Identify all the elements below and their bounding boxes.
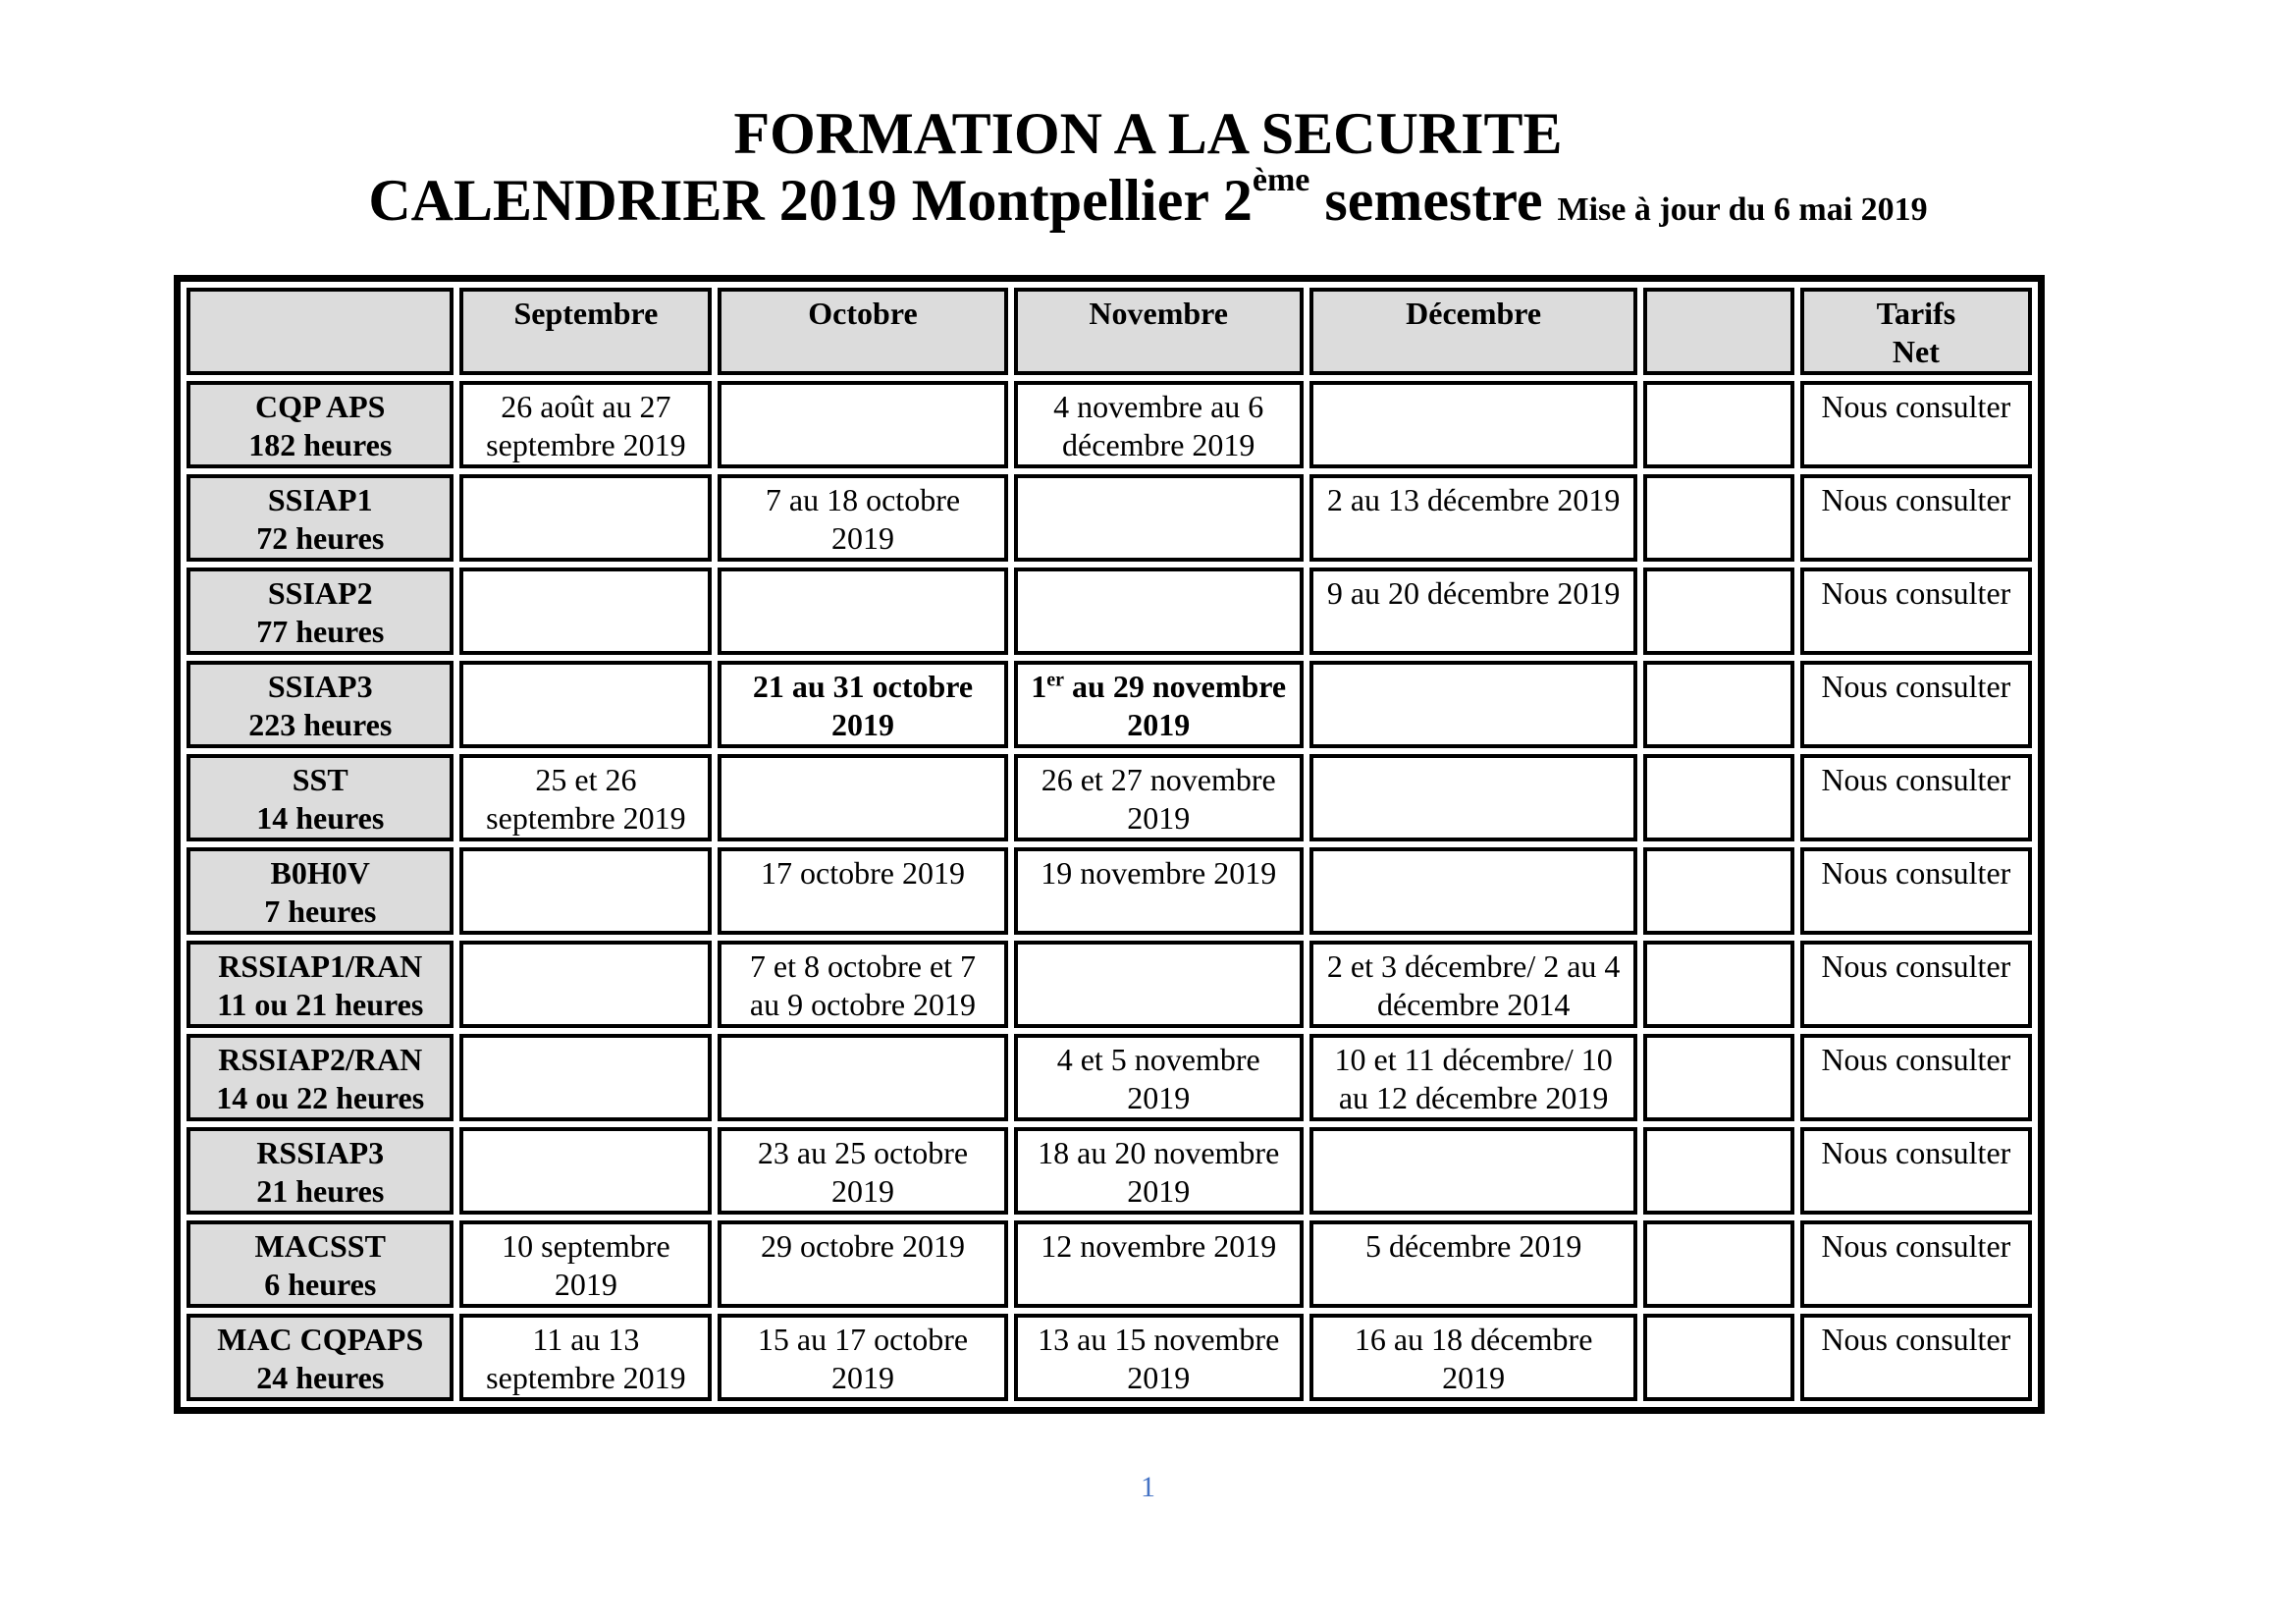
cell-tarifs: Nous consulter <box>1800 1127 2032 1215</box>
header-cell-octobre: Octobre <box>718 288 1007 375</box>
cell-blank <box>1643 941 1793 1028</box>
course-hours: 182 heures <box>248 427 393 462</box>
cell-novembre <box>1014 474 1304 562</box>
cell-blank <box>1643 661 1793 748</box>
course-name: B0H0V <box>270 855 370 891</box>
cell-decembre: 2 au 13 décembre 2019 <box>1309 474 1638 562</box>
cell-tarifs: Nous consulter <box>1800 1314 2032 1401</box>
cell-septembre: 11 au 13 septembre 2019 <box>459 1314 712 1401</box>
cell-tarifs: Nous consulter <box>1800 847 2032 935</box>
header-cell-septembre: Septembre <box>459 288 712 375</box>
cell-decembre <box>1309 381 1638 468</box>
date-text-rest: au 29 novembre 2019 <box>1064 669 1287 742</box>
course-hours: 223 heures <box>248 707 393 742</box>
cell-decembre <box>1309 754 1638 841</box>
cell-novembre <box>1014 661 1304 748</box>
header-cell-tarifs <box>1800 288 2032 375</box>
cell-octobre: 7 au 18 octobre 2019 <box>718 474 1007 562</box>
cell-blank <box>1643 1220 1793 1308</box>
course-name: MAC CQPAPS <box>217 1322 424 1357</box>
row-header <box>187 754 454 841</box>
cell-septembre <box>459 474 712 562</box>
cell-blank <box>1643 754 1793 841</box>
row-header <box>187 661 454 748</box>
page-subtitle <box>0 162 2296 245</box>
cell-decembre: 16 au 18 décembre 2019 <box>1309 1314 1638 1401</box>
cell-tarifs: Nous consulter <box>1800 1220 2032 1308</box>
cell-decembre: 5 décembre 2019 <box>1309 1220 1638 1308</box>
table-row <box>187 1314 2032 1401</box>
table-row <box>187 847 2032 935</box>
course-hours: 77 heures <box>256 614 385 649</box>
cell-octobre <box>718 381 1007 468</box>
cell-octobre <box>718 568 1007 655</box>
cell-octobre: 21 au 31 octobre 2019 <box>718 661 1007 748</box>
cell-septembre <box>459 1127 712 1215</box>
course-hours: 21 heures <box>256 1173 385 1209</box>
date-text: 1 <box>1031 669 1047 704</box>
table-row <box>187 1220 2032 1308</box>
cell-decembre <box>1309 661 1638 748</box>
header-cell-blank <box>1643 288 1793 375</box>
cell-novembre: 12 novembre 2019 <box>1014 1220 1304 1308</box>
cell-tarifs: Nous consulter <box>1800 661 2032 748</box>
table-row <box>187 1034 2032 1121</box>
cell-septembre <box>459 941 712 1028</box>
cell-novembre: 26 et 27 novembre 2019 <box>1014 754 1304 841</box>
cell-octobre: 15 au 17 octobre 2019 <box>718 1314 1007 1401</box>
cell-octobre: 7 et 8 octobre et 7 au 9 octobre 2019 <box>718 941 1007 1028</box>
course-name: SSIAP2 <box>267 575 373 611</box>
cell-tarifs: Nous consulter <box>1800 568 2032 655</box>
table-row <box>187 568 2032 655</box>
update-date: Mise à jour du 6 mai 2019 <box>1557 191 1928 228</box>
cell-septembre: 25 et 26 septembre 2019 <box>459 754 712 841</box>
course-name: RSSIAP1/RAN <box>218 948 423 984</box>
cell-octobre: 29 octobre 2019 <box>718 1220 1007 1308</box>
cell-octobre: 23 au 25 octobre 2019 <box>718 1127 1007 1215</box>
tarifs-net-label: Net <box>1892 334 1940 369</box>
table-row <box>187 381 2032 468</box>
cell-decembre <box>1309 1127 1638 1215</box>
course-hours: 7 heures <box>264 893 377 929</box>
row-header <box>187 1220 454 1308</box>
course-name: MACSST <box>254 1228 386 1264</box>
cell-blank <box>1643 1034 1793 1121</box>
row-header <box>187 568 454 655</box>
tarifs-label: Tarifs <box>1876 296 1956 331</box>
cell-blank <box>1643 381 1793 468</box>
cell-septembre: 10 septembre 2019 <box>459 1220 712 1308</box>
cell-decembre: 10 et 11 décembre/ 10 au 12 décembre 2019 <box>1309 1034 1638 1121</box>
row-header <box>187 381 454 468</box>
header-cell-novembre: Novembre <box>1014 288 1304 375</box>
cell-tarifs: Nous consulter <box>1800 941 2032 1028</box>
cell-novembre: 13 au 15 novembre 2019 <box>1014 1314 1304 1401</box>
course-name: SST <box>292 762 348 797</box>
cell-blank <box>1643 1127 1793 1215</box>
cell-novembre: 19 novembre 2019 <box>1014 847 1304 935</box>
course-name: RSSIAP2/RAN <box>218 1042 423 1077</box>
row-header <box>187 1314 454 1401</box>
subtitle-tail: semestre <box>1309 168 1543 233</box>
schedule-table <box>174 275 2045 1414</box>
table-row <box>187 661 2032 748</box>
row-header <box>187 474 454 562</box>
course-name: SSIAP1 <box>267 482 373 517</box>
cell-octobre: 17 octobre 2019 <box>718 847 1007 935</box>
cell-blank <box>1643 568 1793 655</box>
row-header <box>187 1034 454 1121</box>
table-row <box>187 941 2032 1028</box>
cell-septembre <box>459 847 712 935</box>
course-name: RSSIAP3 <box>256 1135 385 1170</box>
course-hours: 14 heures <box>256 800 385 836</box>
course-name: SSIAP3 <box>267 669 373 704</box>
cell-novembre: 18 au 20 novembre 2019 <box>1014 1127 1304 1215</box>
cell-blank <box>1643 847 1793 935</box>
cell-novembre <box>1014 568 1304 655</box>
course-hours: 72 heures <box>256 520 385 556</box>
header-cell-empty <box>187 288 454 375</box>
cell-septembre <box>459 661 712 748</box>
subtitle-main: CALENDRIER 2019 Montpellier 2 <box>368 168 1253 233</box>
cell-septembre <box>459 1034 712 1121</box>
course-hours: 11 ou 21 heures <box>217 987 424 1022</box>
cell-septembre: 26 août au 27 septembre 2019 <box>459 381 712 468</box>
cell-blank <box>1643 1314 1793 1401</box>
cell-novembre <box>1014 941 1304 1028</box>
subtitle-superscript: ème <box>1252 162 1310 198</box>
cell-septembre <box>459 568 712 655</box>
cell-novembre: 4 et 5 novembre 2019 <box>1014 1034 1304 1121</box>
row-header <box>187 847 454 935</box>
cell-tarifs: Nous consulter <box>1800 1034 2032 1121</box>
table-row <box>187 754 2032 841</box>
row-header <box>187 941 454 1028</box>
page-title: FORMATION A LA SECURITE <box>733 101 1563 166</box>
table-row <box>187 474 2032 562</box>
course-name: CQP APS <box>254 389 386 424</box>
cell-decembre <box>1309 847 1638 935</box>
cell-octobre <box>718 1034 1007 1121</box>
ordinal-superscript: er <box>1046 669 1065 691</box>
row-header <box>187 1127 454 1215</box>
cell-novembre: 4 novembre au 6 décembre 2019 <box>1014 381 1304 468</box>
cell-tarifs: Nous consulter <box>1800 474 2032 562</box>
cell-octobre <box>718 754 1007 841</box>
cell-tarifs: Nous consulter <box>1800 754 2032 841</box>
course-hours: 6 heures <box>264 1267 377 1302</box>
course-hours: 24 heures <box>256 1360 385 1395</box>
cell-tarifs: Nous consulter <box>1800 381 2032 468</box>
cell-decembre: 2 et 3 décembre/ 2 au 4 décembre 2014 <box>1309 941 1638 1028</box>
header-cell-decembre: Décembre <box>1309 288 1638 375</box>
cell-blank <box>1643 474 1793 562</box>
header-row <box>187 288 2032 375</box>
page-number: 1 <box>1141 1471 1155 1503</box>
table-row <box>187 1127 2032 1215</box>
course-hours: 14 ou 22 heures <box>216 1080 425 1115</box>
cell-decembre: 9 au 20 décembre 2019 <box>1309 568 1638 655</box>
